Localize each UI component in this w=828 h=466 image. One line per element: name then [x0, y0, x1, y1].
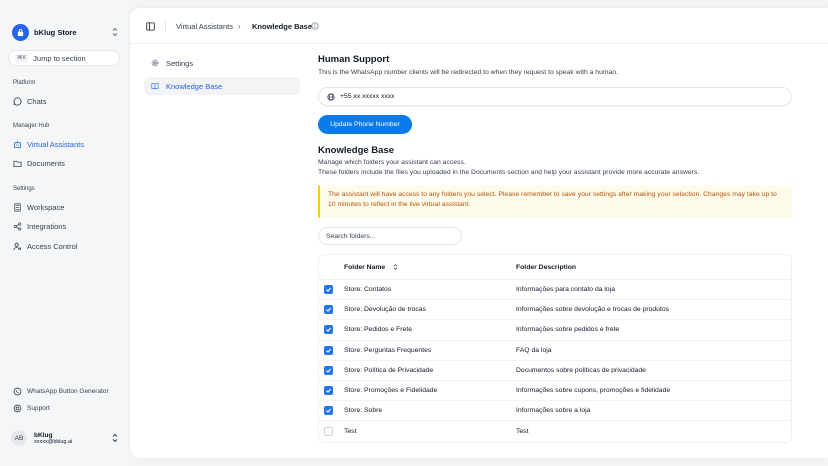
folder-name: Store: Contatos — [344, 286, 392, 294]
column-folder-description: Folder Description — [516, 263, 577, 271]
gear-icon — [151, 59, 159, 67]
breadcrumb-virtual-assistants[interactable]: Virtual Assistants — [176, 22, 233, 31]
settings-nav-settings[interactable] — [144, 54, 300, 72]
user-key-icon — [13, 242, 22, 251]
whatsapp-icon — [13, 387, 22, 396]
sort-icon[interactable] — [392, 263, 399, 271]
table-row[interactable] — [319, 280, 791, 300]
settings-nav — [144, 54, 300, 100]
chevron-up-down-icon — [110, 26, 120, 38]
topbar — [130, 8, 828, 44]
table-row[interactable] — [319, 401, 791, 421]
column-folder-name[interactable]: Folder Name — [344, 263, 516, 271]
update-phone-number-button[interactable]: Update Phone Number — [318, 115, 412, 134]
sidebar — [0, 0, 128, 466]
warning-alert: The assistant will have access to any folders you select. Please remember to save your settings after making your selection. Changes may take up to 10 minutes to reflect in the live virtual assistant. — [318, 185, 792, 218]
folder-checkbox[interactable] — [324, 325, 333, 334]
search-folders-input[interactable]: Search folders... — [318, 227, 462, 245]
check-icon — [325, 367, 332, 374]
table-body — [319, 280, 791, 442]
folder-description: Test — [516, 427, 529, 435]
knowledge-base-title: Knowledge Base — [318, 145, 395, 156]
phone-number-value: +55 xx xxxxx xxxx — [340, 93, 395, 100]
folder-name: Store: Pedidos e Frete — [344, 326, 413, 334]
folders-table — [318, 254, 792, 443]
sidebar-item-label: Virtual Assistants — [27, 139, 84, 149]
knowledge-base-description: These folders include the files you uploaded in the Documents section and help your assistant provide more accurate answers. — [318, 169, 700, 176]
folder-checkbox[interactable] — [324, 366, 333, 375]
folder-checkbox[interactable] — [324, 427, 333, 436]
table-row[interactable] — [319, 361, 791, 381]
folder-checkbox[interactable] — [324, 346, 333, 355]
content — [318, 54, 792, 443]
sidebar-item-access-control[interactable] — [8, 238, 120, 254]
user-email: xxxxx@bklug.ai — [34, 438, 73, 445]
phone-number-input[interactable] — [318, 87, 792, 106]
divider — [165, 20, 166, 32]
store-switcher[interactable] — [8, 20, 120, 44]
folder-description: FAQ da loja — [516, 346, 552, 354]
folder-checkbox[interactable] — [324, 305, 333, 314]
settings-nav-knowledge-base[interactable] — [144, 77, 300, 95]
sidebar-item-chats[interactable] — [8, 93, 120, 109]
info-icon[interactable] — [311, 22, 319, 30]
folder-description: Documentos sobre políticas de privacidade — [516, 366, 646, 374]
divider — [130, 43, 828, 44]
table-header — [319, 255, 791, 280]
folder-name: Store: Sobre — [344, 407, 383, 415]
chat-bubble-icon — [13, 97, 22, 106]
book-open-icon — [151, 82, 159, 90]
sidebar-item-label: Documents — [27, 158, 65, 168]
folder-description: Informações sobre devolução e trocas de produtos — [516, 306, 670, 314]
section-platform: Platform — [13, 80, 36, 86]
user-name: bKlug — [34, 431, 53, 439]
globe-icon — [327, 93, 335, 101]
sidebar-item-virtual-assistants[interactable] — [8, 136, 120, 152]
human-support-description: This is the WhatsApp number clients will be redirected to when they request to speak with a human. — [318, 69, 618, 76]
check-icon — [325, 326, 332, 333]
bot-icon — [13, 140, 22, 149]
section-settings: Settings — [13, 186, 35, 192]
folder-name: Store: Perguntas Frequentes — [344, 346, 432, 354]
folder-name: Store: Política de Privacidade — [344, 366, 434, 374]
table-row[interactable] — [319, 381, 791, 401]
folder-name: Store: Devolução de trocas — [344, 306, 426, 314]
user-menu[interactable] — [8, 426, 120, 450]
folder-checkbox[interactable] — [324, 285, 333, 294]
sidebar-item-whatsapp-button-generator[interactable] — [8, 383, 120, 399]
building-icon — [13, 203, 22, 212]
sidebar-toggle-icon[interactable] — [146, 22, 155, 31]
folder-description: Informações sobre pedidos e frete — [516, 326, 620, 334]
folder-checkbox[interactable] — [324, 406, 333, 415]
sidebar-item-integrations[interactable] — [8, 218, 120, 234]
table-row[interactable] — [319, 421, 791, 441]
check-icon — [325, 407, 332, 414]
jump-to-section-button[interactable] — [8, 50, 120, 66]
check-icon — [325, 286, 332, 293]
sidebar-item-support[interactable] — [8, 400, 120, 416]
section-manager-hub: Manager Hub — [13, 123, 50, 129]
folder-description: Informações sobre cupons, promoções e fidelidade — [516, 387, 671, 395]
sidebar-item-label: Chats — [27, 96, 47, 106]
folder-description: Informações para contato da loja — [516, 286, 615, 294]
store-name: bKlug Store — [34, 27, 77, 37]
folder-checkbox[interactable] — [324, 386, 333, 395]
lifebuoy-icon — [13, 404, 22, 413]
shortcut-badge: ⌘K — [17, 55, 27, 61]
folder-description: Informações sobre a loja — [516, 407, 591, 415]
sidebar-item-label: Workspace — [27, 202, 65, 212]
folder-name: Store: Promoções e Fidelidade — [344, 387, 438, 395]
jump-label: Jump to section — [33, 53, 86, 63]
breadcrumb-knowledge-base: Knowledge Base — [252, 22, 313, 31]
check-icon — [325, 306, 332, 313]
chevron-up-down-icon — [110, 432, 120, 444]
check-icon — [325, 347, 332, 354]
sidebar-item-label: Access Control — [27, 241, 78, 251]
table-row[interactable] — [319, 341, 791, 361]
sidebar-item-label: Support — [27, 404, 50, 412]
check-icon — [325, 387, 332, 394]
chevron-right-icon: › — [238, 22, 241, 31]
table-row[interactable] — [319, 300, 791, 320]
settings-nav-label: Knowledge Base — [166, 81, 223, 91]
sidebar-item-label: Integrations — [27, 221, 67, 231]
knowledge-base-description: Manage which folders your assistant can access. — [318, 159, 466, 166]
folder-name: Test — [344, 427, 357, 435]
share-nodes-icon — [13, 222, 22, 231]
avatar: AB — [11, 430, 27, 446]
settings-nav-label: Settings — [166, 58, 194, 68]
sidebar-item-label: WhatsApp Button Generator — [27, 387, 109, 395]
sidebar-item-workspace[interactable] — [8, 199, 120, 215]
store-logo-icon — [12, 24, 29, 41]
main-panel — [130, 8, 828, 458]
folder-icon — [13, 159, 22, 168]
human-support-title: Human Support — [318, 54, 390, 65]
sidebar-item-documents[interactable] — [8, 155, 120, 171]
table-row[interactable] — [319, 320, 791, 340]
